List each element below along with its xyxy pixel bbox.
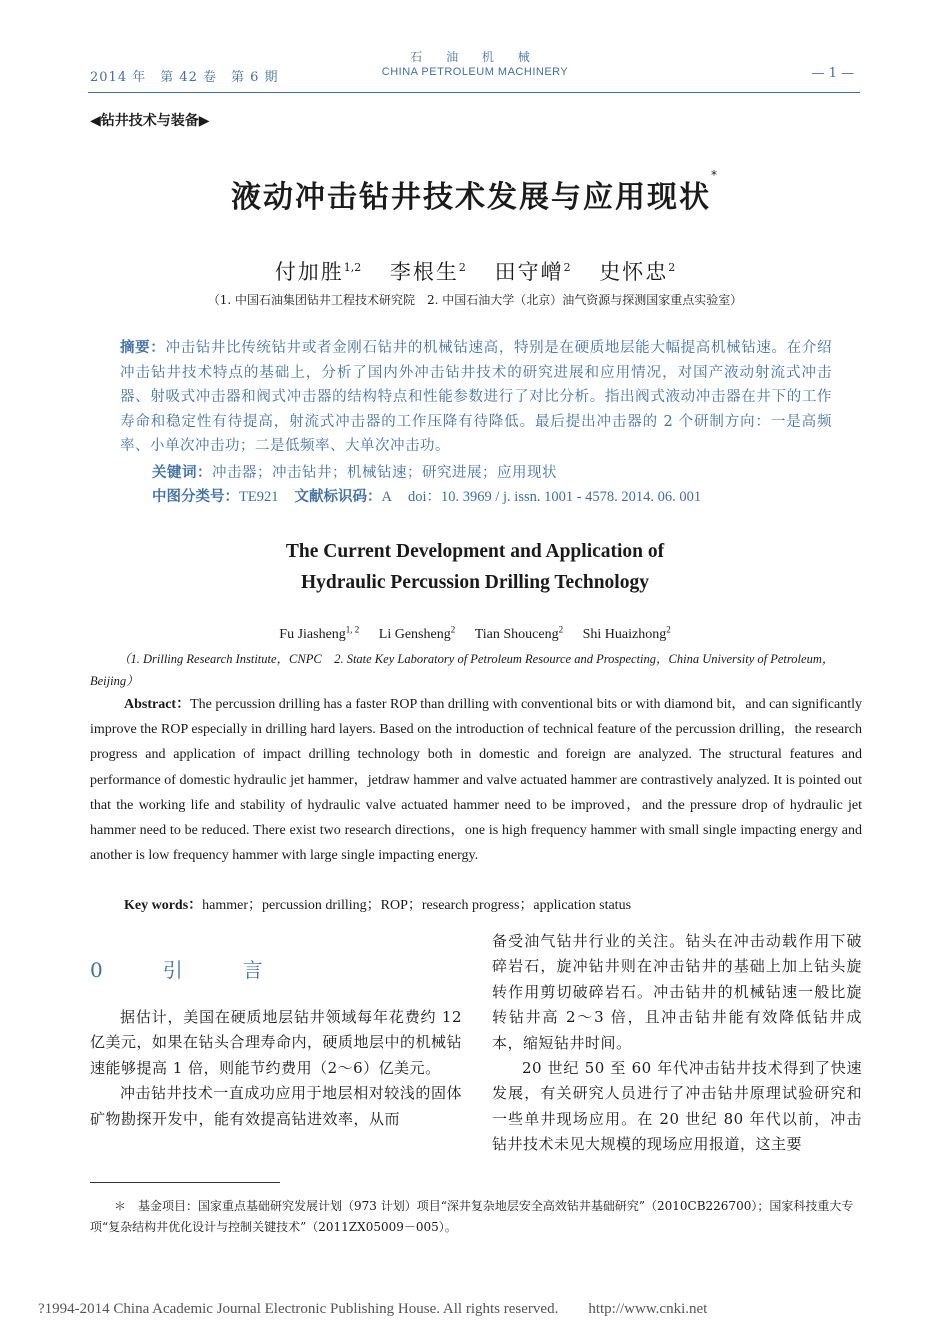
affiliation-en <box>90 648 862 692</box>
author-name: 李根生 <box>389 260 459 284</box>
title-en <box>0 536 950 598</box>
doc-code-label: 文献标识码： <box>294 489 382 505</box>
keywords-en-label: Key words： <box>124 898 203 913</box>
body-column-right <box>492 929 862 1158</box>
author-name: Tian Shouceng <box>474 626 559 642</box>
author-name: 史怀忠 <box>599 260 669 284</box>
author-cn <box>390 260 466 284</box>
journal-name-cn: 石 油 机 械 <box>410 50 540 64</box>
paragraph: 冲击钻井技术一直成功应用于地层相对较浅的固体矿物勘探开发中，能有效提高钻进效率，从而 <box>90 1084 462 1128</box>
author-affil-sup: 2 <box>450 624 456 634</box>
title-cn <box>0 168 950 216</box>
keywords-en <box>124 894 631 914</box>
section-tag: ◀钻井技术与装备▶ <box>90 113 210 129</box>
author-affil-sup: 2 <box>558 624 564 634</box>
copyright-line: ?1994-2014 China Academic Journal Electronic Publishing House. All rights reserved. http://www.cnki.net <box>38 1301 708 1317</box>
abstract-cn-label: 摘要： <box>120 340 166 356</box>
footnote-rule <box>90 1182 280 1183</box>
section-heading: 0 引 言 <box>90 958 283 982</box>
author-en <box>378 624 456 642</box>
authors-cn <box>0 256 950 286</box>
abstract-en-text: The percussion drilling has a faster ROP than drilling with conventional bits or with diamond bit，and can significantly improve the ROP especially in drilling hard layers. Based on the introduction of technical feature of the percussion drilling，the research progress and application of impact drilling technology both in domestic and foreign are analyzed. The structural features and performance of domestic hydraulic jet hammer，jetdraw hammer and valve actuated hammer are contrastively analyzed. It is pointed out that the working life and stability of hydraulic valve actuated hammer need to be improved，and the pressure drop of hydraulic jet hammer need to be reduced. There exist two research directions，one is high frequency hammer with small single impacting energy and another is low frequency hammer with large single impacting energy. <box>90 697 862 864</box>
clc-value: TE921 <box>239 489 279 505</box>
author-name: Fu Jiasheng <box>279 626 346 642</box>
authors-en <box>0 624 950 643</box>
header-rule <box>88 92 860 93</box>
body-column-left <box>90 1005 462 1132</box>
affiliation-en-text: （1. Drilling Research Institute，CNPC 2. State Key Laboratory of Petroleum Resource and Prospecting，China University of Petroleum，Beijing） <box>90 652 835 688</box>
paragraph: 据估计，美国在硬质地层钻井领域每年花费约 12 亿美元，如果在钻头合理寿命内，硬质地层中的机械钻速能够提高 1 倍，则能节约费用（2～6）亿美元。 <box>90 1008 463 1077</box>
author-name: Li Gensheng <box>378 626 451 642</box>
journal-name-en: CHINA PETROLEUM MACHINERY <box>381 66 569 78</box>
paragraph: 20 世纪 50 至 60 年代冲击钻井技术得到了快速发展，有关研究人员进行了冲击钻井原理试验研究和一些单井现场应用。在 20 世纪 80 年代以前，冲击钻井技术未见大规模的现场应用报道，这主要 <box>492 1059 862 1154</box>
doc-code-value: A <box>381 489 392 505</box>
title-cn-text: 液动冲击钻井技术发展与应用现状 <box>231 180 711 215</box>
doi: doi：10. 3969 / j. issn. 1001 - 4578. 2014. 06. 001 <box>407 489 702 505</box>
keywords-cn-label: 关键词： <box>152 465 212 481</box>
author-name: Shi Huaizhong <box>582 626 667 642</box>
abstract-cn-text: 冲击钻井比传统钻井或者金刚石钻井的机械钻速高，特别是在硬质地层能大幅提高机械钻速。在介绍冲击钻井技术特点的基础上，分析了国内外冲击钻井技术的研究进展和应用情况，对国产液动射流式冲击器、射吸式冲击器和阀式冲击器的结构特点和性能参数进行了对比分析。指出阀式液动冲击器在井下的工作寿命和稳定性有待提高，射流式冲击器的工作压降有待降低。最后提出冲击器的 2 个研制方向：一是高频率、小单次冲击功；二是低频率、大单次冲击功。 <box>120 340 833 454</box>
keywords-cn <box>152 461 557 482</box>
author-affil-sup: 2 <box>666 624 671 634</box>
author-cn <box>599 260 675 284</box>
author-en <box>582 624 671 642</box>
keywords-cn-text: 冲击器；冲击钻井；机械钻速；研究进展；应用现状 <box>212 465 557 481</box>
title-en-line: The Current Development and Application of <box>285 541 665 562</box>
title-en-line: Hydraulic Percussion Drilling Technology <box>301 572 649 593</box>
footnote <box>90 1196 862 1238</box>
author-en <box>474 624 564 642</box>
abstract-en <box>90 692 862 868</box>
author-cn <box>275 260 362 284</box>
author-affil-sup: 2 <box>563 261 571 274</box>
author-name: 付加胜 <box>274 260 344 284</box>
author-affil-sup: 1, 2 <box>345 624 360 634</box>
abstract-en-label: Abstract： <box>124 697 191 712</box>
author-affil-sup: 2 <box>458 261 466 274</box>
author-cn <box>495 260 571 284</box>
keywords-en-text: hammer；percussion drilling；ROP；research progress；application status <box>202 898 632 913</box>
paragraph: 备受油气钻井行业的关注。钻头在冲击动载作用下破碎岩石，旋冲钻井则在冲击钻井的基础上加上钻头旋转作用剪切破碎岩石。冲击钻井的机械钻速一般比旋转钻井高 2～3 倍，且冲击钻井能有效降低钻井成本，缩短钻井时间。 <box>492 932 862 1052</box>
clc-label: 中图分类号： <box>152 489 239 505</box>
author-affil-sup: 2 <box>668 261 676 274</box>
title-footnote-mark: * <box>711 168 719 182</box>
footnote-text: ＊ 基金项目：国家重点基础研究发展计划（973 计划）项目“深井复杂地层安全高效钻井基础研究”（2010CB226700）；国家科技重大专项“复杂结构井优化设计与控制关键技术”（2011ZX05009－005）。 <box>90 1199 854 1234</box>
issue-info: 2014 年 第 42 卷 第 6 期 <box>90 70 279 85</box>
classification-cn <box>152 485 701 506</box>
author-affil-sup: 1,2 <box>343 261 362 274</box>
affiliation-cn: （1. 中国石油集团钻井工程技术研究院 2. 中国石油大学（北京）油气资源与探测国家重点实验室） <box>207 293 743 307</box>
page-number: — 1 — <box>811 66 854 81</box>
abstract-cn <box>120 336 832 459</box>
author-en <box>279 624 360 642</box>
author-name: 田守嶒 <box>494 260 564 284</box>
